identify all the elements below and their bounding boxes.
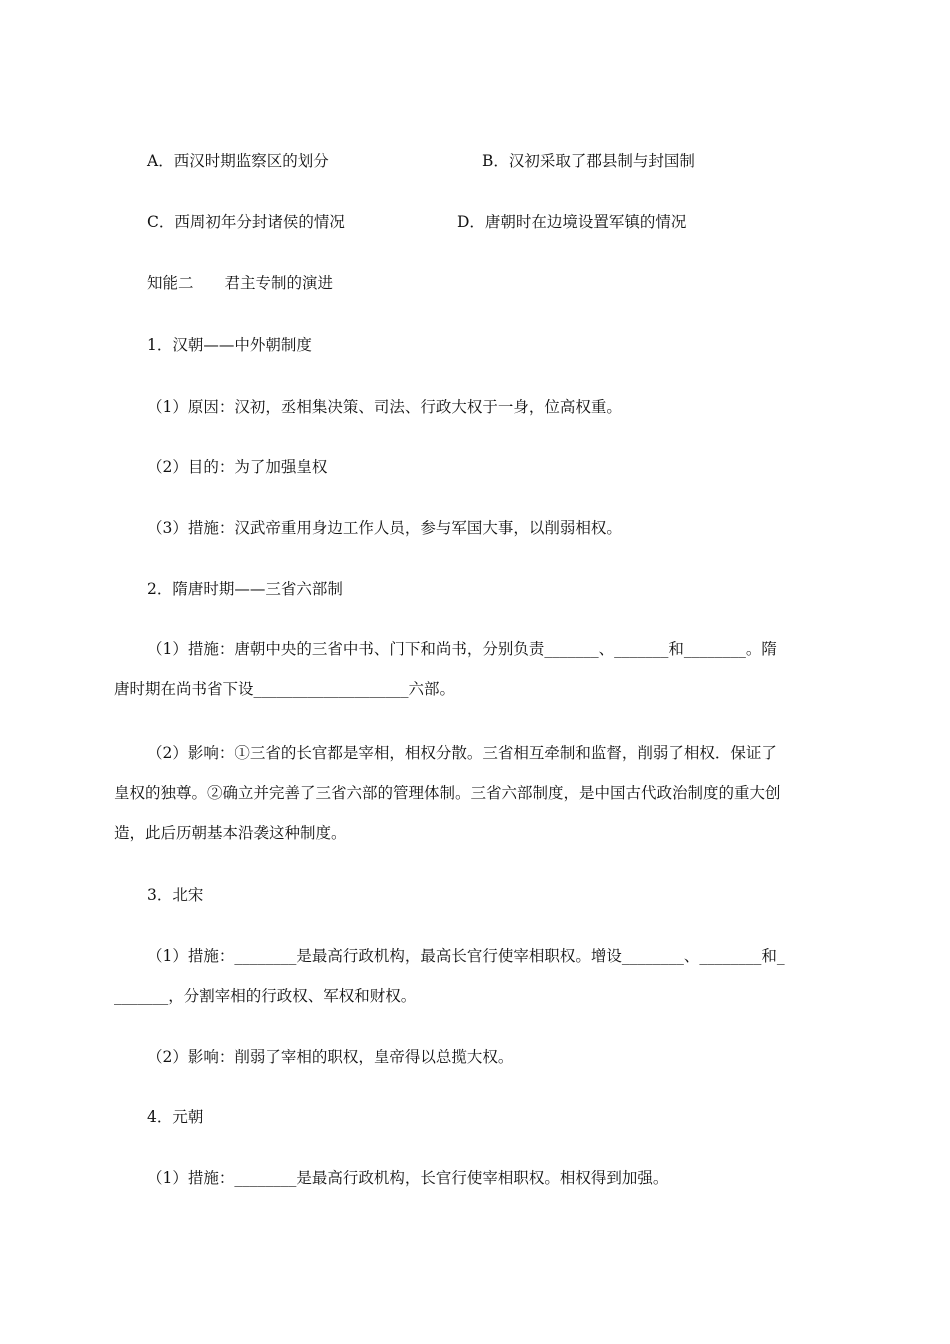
section-heading: 知能二 君主专制的演进 bbox=[147, 274, 334, 292]
han-reason: （1）原因：汉初，丞相集决策、司法、行政大权于一身，位高权重。 bbox=[147, 398, 622, 416]
yuan-measure: （1）措施：________是最高行政机构，长官行使宰相职权。相权得到加强。 bbox=[147, 1169, 669, 1187]
suitang-impact-line1: （2）影响：①三省的长官都是宰相，相权分散。三省相互牵制和监督，削弱了相权．保证了 bbox=[147, 744, 777, 762]
option-d: D．唐朝时在边境设置军镇的情况 bbox=[457, 213, 687, 231]
han-title: 1．汉朝——中外朝制度 bbox=[147, 336, 312, 354]
beisong-title: 3．北宋 bbox=[147, 886, 204, 904]
beisong-measure-line2: _______，分割宰相的行政权、军权和财权。 bbox=[114, 987, 417, 1005]
option-b: B．汉初采取了郡县制与封国制 bbox=[482, 152, 695, 170]
suitang-title: 2．隋唐时期——三省六部制 bbox=[147, 580, 343, 598]
suitang-measure-line1: （1）措施：唐朝中央的三省中书、门下和尚书，分别负责_______、_______和________。隋 bbox=[147, 640, 777, 658]
suitang-impact-line2: 皇权的独尊。②确立并完善了三省六部的管理体制。三省六部制度，是中国古代政治制度的重大创 bbox=[114, 784, 781, 802]
beisong-impact: （2）影响：削弱了宰相的职权，皇帝得以总揽大权。 bbox=[147, 1048, 514, 1066]
han-measure: （3）措施：汉武帝重用身边工作人员，参与军国大事，以削弱相权。 bbox=[147, 519, 622, 537]
suitang-measure-line2: 唐时期在尚书省下设____________________六部。 bbox=[114, 680, 456, 698]
han-purpose: （2）目的：为了加强皇权 bbox=[147, 458, 328, 476]
option-a: A．西汉时期监察区的划分 bbox=[147, 152, 329, 170]
suitang-impact-line3: 造，此后历朝基本沿袭这种制度。 bbox=[114, 824, 347, 842]
yuan-title: 4．元朝 bbox=[147, 1108, 204, 1126]
option-c: C．西周初年分封诸侯的情况 bbox=[147, 213, 345, 231]
beisong-measure-line1: （1）措施：________是最高行政机构，最高长官行使宰相职权。增设________、________和_ bbox=[147, 947, 785, 965]
